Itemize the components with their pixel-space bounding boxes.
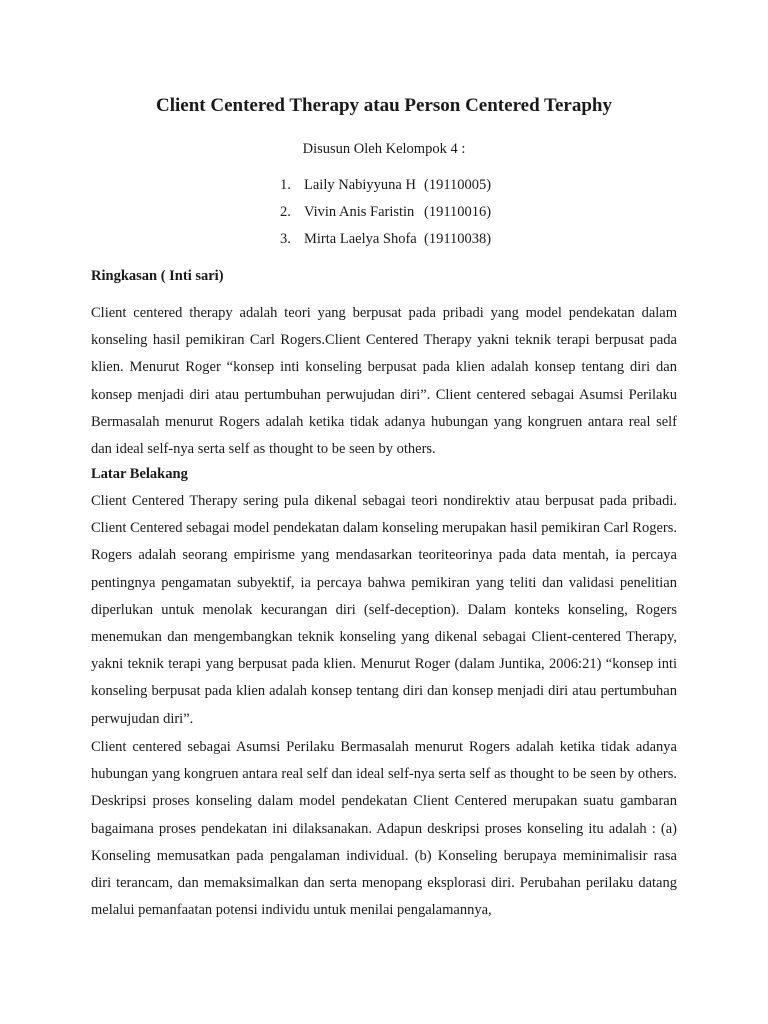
summary-heading: Ringkasan ( Inti sari) (91, 268, 224, 284)
author-name: Laily Nabiyyuna H (304, 177, 416, 193)
summary-paragraph: Client centered therapy adalah teori yang berpusat pada pribadi yang model pendekatan dalam konseling hasil pemikiran Carl Rogers.Client Centered Therapy yakni teknik terapi berpusat pada klien. Menurut Roger “konsep inti konseling berpusat pada klien adalah konsep tentang diri dan konsep menjadi diri atau pertumbuhan perwujudan diri”. Client centered sebagai Asumsi Perilaku Bermasalah menurut Rogers adalah ketika tidak adanya hubungan yang kongruen antara real self dan ideal self-nya serta self as thought to be seen by others. (91, 305, 677, 458)
author-id: (19110038) (424, 231, 492, 247)
document-subtitle: Disusun Oleh Kelompok 4 : (302, 141, 466, 157)
author-row (280, 229, 491, 256)
author-name: Mirta Laelya Shofa (304, 231, 417, 247)
author-row (280, 202, 491, 229)
author-list (280, 175, 491, 256)
background-paragraph-1: Client Centered Therapy sering pula dikenal sebagai teori nondirektiv atau berpusat pada pribadi. Client Centered sebagai model pendekatan dalam konseling merupakan hasil pemikiran Carl Rogers. Rogers adalah seorang empirisme yang mendasarkan teoriteorinya pada data mentah, ia percaya pentingnya pengamatan subyektif, ia percaya bahwa pemikiran yang teliti dan validasi penelitian diperlukan untuk menolak kecurangan diri (self-deception). Dalam konteks konseling, Rogers menemukan dan mengembangkan teknik konseling yang dikenal sebagai Client-centered Therapy, yakni teknik terapi yang berpusat pada klien. Menurut Roger (dalam Juntika, 2006:21) “konsep inti konseling berpusat pada klien adalah konsep tentang diri dan konsep menjadi diri atau pertumbuhan perwujudan diri”. (91, 493, 677, 727)
author-row (280, 175, 491, 202)
background-paragraph-2: Client centered sebagai Asumsi Perilaku Bermasalah menurut Rogers adalah ketika tidak adanya hubungan yang kongruen antara real self dan ideal self-nya serta self as thought to be seen by others. Deskripsi proses konseling dalam model pendekatan Client Centered merupakan suatu gambaran bagaimana proses pendekatan ini dilaksanakan. Adapun deskripsi proses konseling itu adalah : (a) Konseling memusatkan pada pengalaman individual. (b) Konseling berupaya meminimalisir rasa diri terancam, dan memaksimalkan dan serta menopang eksplorasi diri. Perubahan perilaku datang melalui pemanfaatan potensi individu untuk menilai pengalamannya, (91, 739, 677, 919)
author-name: Vivin Anis Faristin (304, 204, 415, 220)
author-id: (19110016) (424, 204, 492, 220)
background-heading: Latar Belakang (91, 466, 188, 482)
document-title: Client Centered Therapy atau Person Centered Teraphy (156, 95, 612, 116)
author-number: 2. (280, 204, 291, 220)
author-number: 1. (280, 177, 291, 193)
author-number: 3. (280, 231, 291, 247)
author-id: (19110005) (424, 177, 492, 193)
